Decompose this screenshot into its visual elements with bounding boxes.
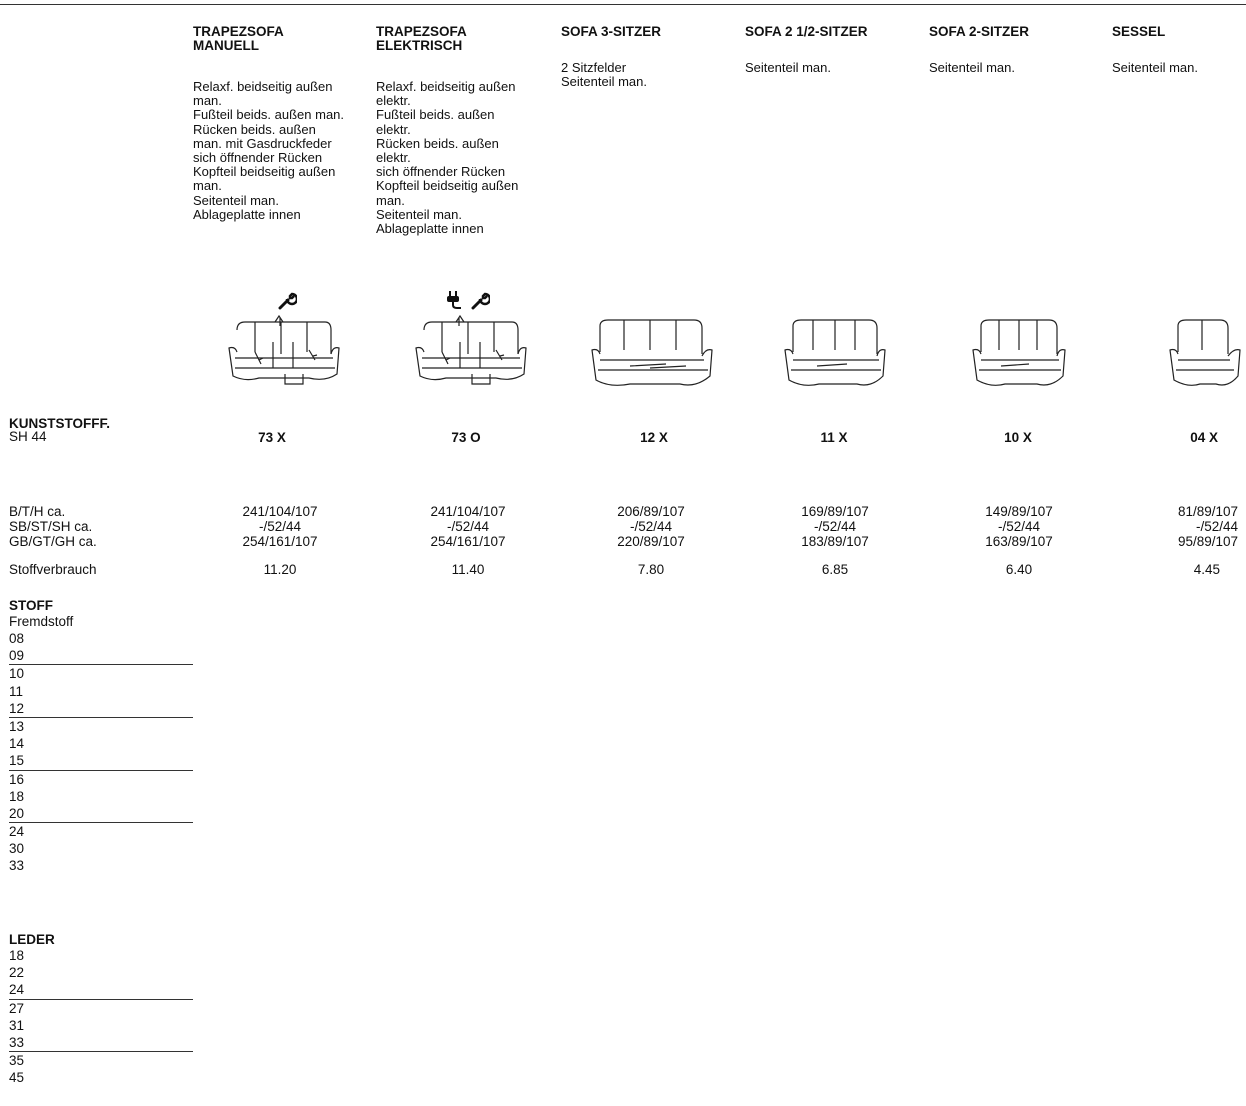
model-code-1: 73 X: [258, 430, 286, 445]
list-item: 16: [9, 771, 25, 787]
leder-heading: LEDER: [9, 932, 55, 947]
product-title-5: SOFA 2-SITZER: [929, 24, 1030, 39]
dim2-label: SB/ST/SH ca.: [9, 519, 93, 534]
dims-s-3: -/52/44: [629, 519, 673, 534]
consumption-label: Stoffverbrauch: [9, 562, 97, 577]
dims-b-6: 81/89/107: [1177, 504, 1238, 519]
list-item: 18: [9, 788, 25, 804]
model-code-6: 04 X: [1190, 430, 1218, 445]
list-item: 09: [9, 648, 25, 664]
product-desc-6: Seitenteil man.: [1112, 60, 1198, 75]
list-item: 15: [9, 753, 25, 769]
plug-icon: [446, 291, 462, 309]
dims-b-4: 169/89/107: [801, 504, 869, 519]
product-desc-5: Seitenteil man.: [929, 60, 1015, 75]
list-item: 22: [9, 965, 25, 981]
model-code-3: 12 X: [640, 430, 668, 445]
stoff-group: [9, 823, 193, 875]
dims-s-1: -/52/44: [258, 519, 302, 534]
list-item: 27: [9, 1000, 25, 1016]
dims-g-1: 254/161/107: [242, 534, 318, 549]
sofa-2-halb-sitzer-drawing: [783, 318, 887, 394]
list-item: 24: [9, 982, 25, 998]
dim1-label: B/T/H ca.: [9, 504, 66, 519]
material-label: KUNSTSTOFFF.: [9, 416, 110, 431]
list-item: 33: [9, 1034, 25, 1050]
product-title-1: TRAPEZSOFA MANUELL: [193, 24, 284, 53]
dims-g-3: 220/89/107: [617, 534, 685, 549]
dims-g-2: 254/161/107: [430, 534, 506, 549]
model-code-5: 10 X: [1004, 430, 1032, 445]
stoff-group: [9, 718, 193, 770]
wrench-icon: [277, 290, 297, 310]
product-title-4: SOFA 2 1/2-SITZER: [745, 24, 868, 39]
stoff-heading: STOFF: [9, 598, 54, 613]
list-item: 35: [9, 1053, 25, 1069]
list-item: 33: [9, 858, 25, 874]
leder-section: [9, 933, 193, 1087]
consumption-1: 11.20: [263, 562, 297, 577]
stoff-group: [9, 665, 193, 717]
trapezsofa-elektrisch-drawing: [412, 312, 530, 388]
dims-b-5: 149/89/107: [985, 504, 1053, 519]
product-title-3: SOFA 3-SITZER: [561, 24, 662, 39]
product-title-2: TRAPEZSOFA ELEKTRISCH: [376, 24, 467, 53]
seat-height-label: SH 44: [9, 429, 47, 444]
product-desc-3: 2 Sitzfelder Seitenteil man.: [561, 60, 647, 90]
dims-g-6: 95/89/107: [1177, 534, 1238, 549]
list-item: 14: [9, 736, 25, 752]
list-item: 45: [9, 1070, 25, 1086]
model-code-4: 11 X: [820, 430, 848, 445]
dims-b-1: 241/104/107: [242, 504, 318, 519]
sofa-3-sitzer-drawing: [590, 318, 714, 394]
top-rule: [0, 4, 1246, 5]
list-item: 11: [9, 683, 24, 699]
trapezsofa-manuell-drawing: [225, 312, 343, 388]
dims-b-3: 206/89/107: [617, 504, 685, 519]
dims-g-5: 163/89/107: [985, 534, 1053, 549]
dims-s-2: -/52/44: [446, 519, 490, 534]
list-item: 08: [9, 631, 25, 646]
leder-group: [9, 947, 193, 999]
product-desc-2: Relaxf. beidseitig außen elektr. Fußteil beids. außen elektr. Rücken beids. außen elektr. sich öffnender Rücken Kopfteil beidseitig außen man. Seitenteil man. Ablageplatte innen: [376, 79, 519, 237]
dims-s-4: -/52/44: [813, 519, 857, 534]
model-code-2: 73 O: [451, 430, 481, 445]
consumption-3: 7.80: [637, 562, 665, 577]
list-item: 12: [9, 700, 25, 716]
dims-s-6: -/52/44: [1195, 519, 1238, 534]
list-item: 31: [9, 1017, 25, 1033]
consumption-6: 4.45: [1193, 562, 1220, 577]
dims-b-2: 241/104/107: [430, 504, 506, 519]
product-desc-1: Relaxf. beidseitig außen man. Fußteil beids. außen man. Rücken beids. außen man. mit Gasdruckfeder sich öffnender Rücken Kopfteil beidseitig außen man. Seitenteil man. Ablageplatte innen: [193, 79, 345, 222]
dims-g-4: 183/89/107: [801, 534, 869, 549]
wrench-icon: [470, 290, 490, 310]
consumption-5: 6.40: [1005, 562, 1033, 577]
stoff-sub: Fremdstoff: [9, 614, 74, 629]
product-desc-4: Seitenteil man.: [745, 60, 831, 75]
list-item: 18: [9, 948, 25, 963]
stoff-group: [9, 630, 193, 664]
dim3-label: GB/GT/GH ca.: [9, 534, 97, 549]
list-item: 30: [9, 841, 25, 857]
leder-group: [9, 1000, 193, 1052]
sofa-2-sitzer-drawing: [971, 318, 1067, 394]
list-item: 13: [9, 718, 25, 734]
product-title-6: SESSEL: [1112, 24, 1166, 39]
leder-group: [9, 1052, 193, 1086]
dims-s-5: -/52/44: [997, 519, 1041, 534]
stoff-section: [9, 599, 193, 875]
list-item: 20: [9, 805, 25, 821]
consumption-4: 6.85: [821, 562, 849, 577]
stoff-group: [9, 771, 193, 823]
list-item: 10: [9, 666, 25, 682]
consumption-2: 11.40: [451, 562, 485, 577]
list-item: 24: [9, 824, 25, 840]
sessel-drawing: [1168, 318, 1242, 394]
